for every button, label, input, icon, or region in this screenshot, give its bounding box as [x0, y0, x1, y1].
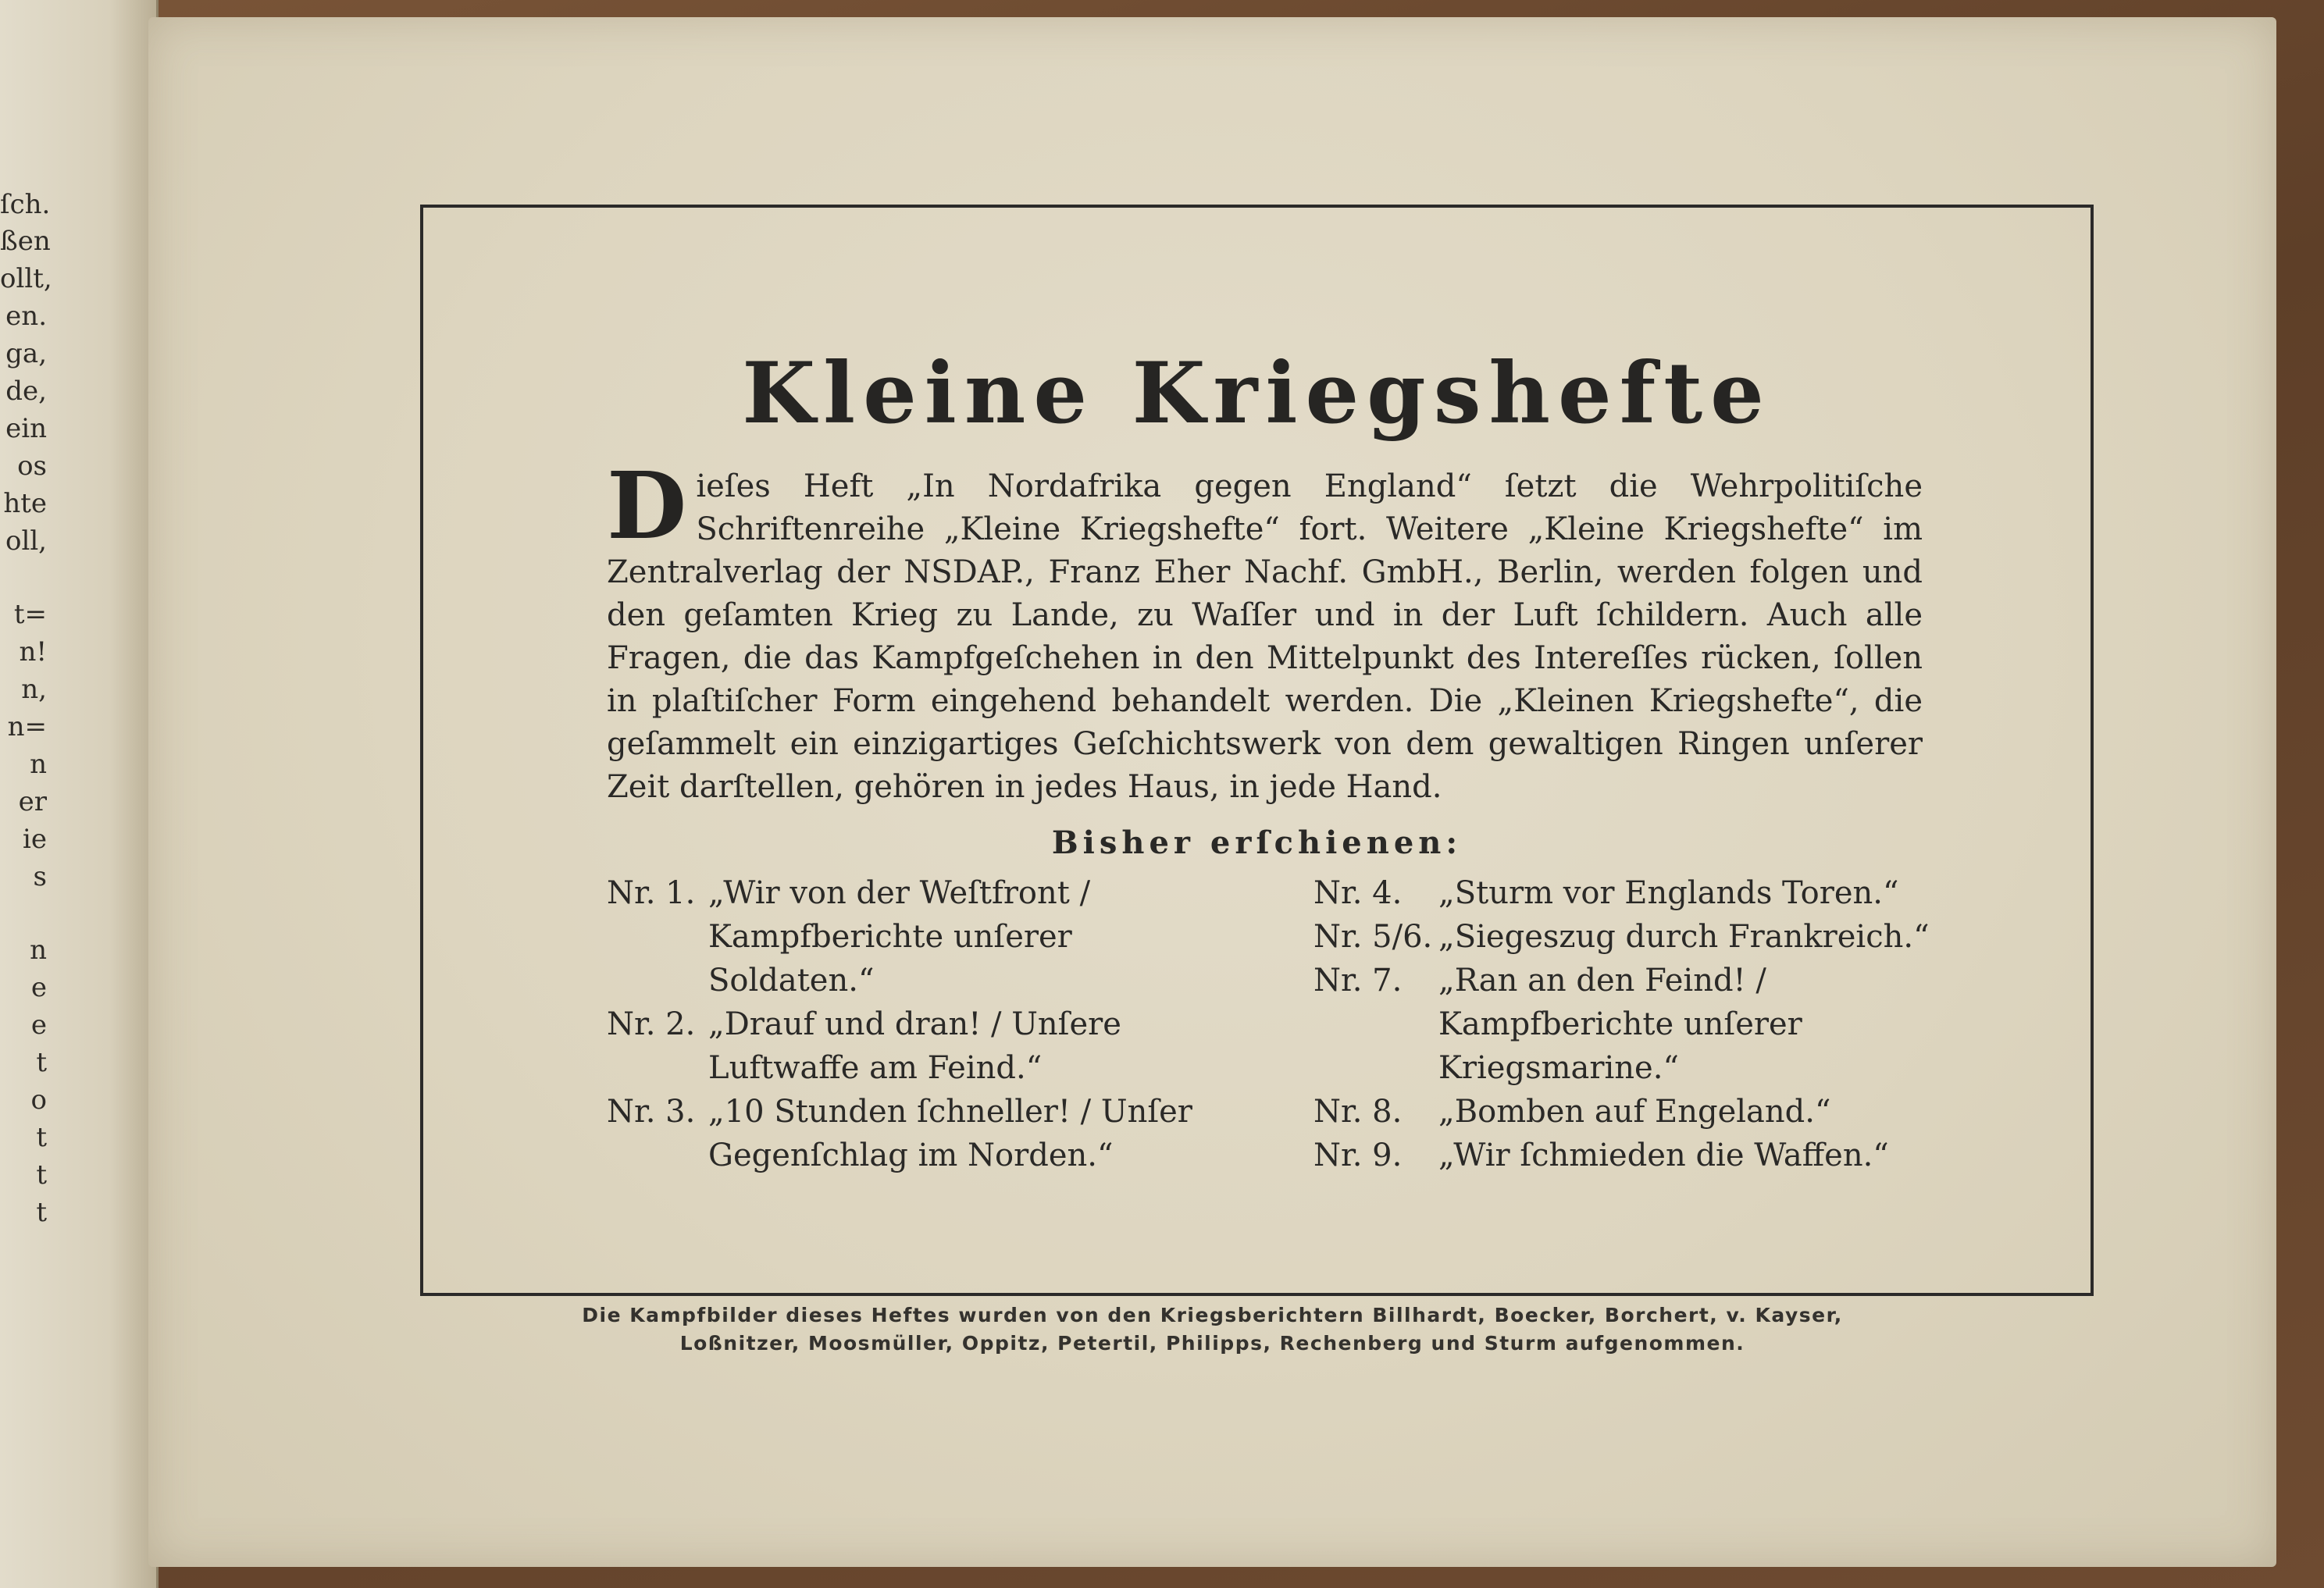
- issue-title: „Sturm vor Englands Toren.“: [1438, 875, 1899, 911]
- issue-number: Nr. 4.: [1313, 875, 1403, 911]
- list-item: [1313, 871, 1930, 915]
- credits-line-1: Die Kampfbilder dieses Heftes wurden von den Kriegsberichtern Billhardt, Boecker, Borchert, v. Kayser,: [582, 1304, 1843, 1326]
- left-page-text: t: [36, 1122, 47, 1153]
- list-item: [1313, 1090, 1930, 1134]
- left-page-text: n: [30, 935, 47, 966]
- left-page-edge: [0, 0, 159, 1588]
- left-page-text: ein: [5, 413, 47, 444]
- issue-number: Nr. 8.: [1313, 1094, 1403, 1130]
- list-item: [1313, 959, 1930, 1090]
- issue-title: „Ran an den Feind! / Kampfberichte unſerer Kriegsmarine.“: [1438, 963, 1802, 1086]
- content-frame: [420, 205, 2094, 1296]
- left-page-text: hte: [3, 488, 47, 519]
- left-page-text: t: [36, 1159, 47, 1191]
- left-page-text: n: [30, 749, 47, 780]
- published-list-heading: Bisher erſchienen:: [1051, 824, 1463, 861]
- list-item: [1313, 915, 1930, 959]
- issue-number: Nr. 9.: [1313, 1138, 1403, 1173]
- issue-title: „Drauf und dran! / Unſere Luftwaffe am Feind.“: [708, 1006, 1121, 1086]
- published-list-right: [1313, 871, 1930, 1177]
- issue-title: „Wir von der Weſtfront / Kampfberichte unſerer Soldaten.“: [708, 875, 1091, 999]
- photo-credits: [148, 1301, 2276, 1358]
- left-page-text: n=: [7, 711, 47, 742]
- list-item: [607, 1090, 1216, 1177]
- list-item: [607, 871, 1216, 1002]
- left-page-text: s: [33, 861, 47, 892]
- issue-title: „Bomben auf Engeland.“: [1438, 1094, 1831, 1130]
- left-page-text: oll,: [5, 525, 47, 557]
- left-page-text: e: [30, 972, 47, 1003]
- issue-title: „Siegeszug durch Frankreich.“: [1438, 919, 1930, 955]
- issue-title: „10 Stunden ſchneller! / Unſer Gegenſchlag im Norden.“: [708, 1094, 1192, 1173]
- list-item: [607, 1002, 1216, 1090]
- issue-number: Nr. 5/6.: [1313, 919, 1433, 955]
- left-page-text: en.: [5, 301, 47, 332]
- left-page-text: e: [30, 1009, 47, 1041]
- left-page-text: ſch.: [0, 189, 51, 220]
- drop-cap: D: [607, 451, 687, 560]
- left-page-text: t: [36, 1047, 47, 1078]
- left-page-text: os: [17, 450, 47, 482]
- published-list-left: [607, 871, 1216, 1177]
- intro-paragraph: [607, 451, 1923, 809]
- left-page-text: ßen: [0, 226, 51, 257]
- left-page-text: de,: [5, 376, 47, 407]
- left-page-text: n,: [21, 674, 47, 705]
- left-page-text: t=: [13, 599, 47, 630]
- list-item: [1313, 1134, 1930, 1177]
- book-page: [148, 17, 2276, 1567]
- left-page-text: t: [36, 1197, 47, 1228]
- issue-number: Nr. 2.: [607, 1006, 696, 1042]
- left-page-text: ie: [23, 824, 47, 855]
- left-page-text: ga,: [5, 338, 47, 369]
- left-page-text: ollt,: [0, 263, 52, 294]
- left-page-text: o: [30, 1084, 47, 1116]
- left-page-text: n!: [19, 636, 47, 668]
- issue-number: Nr. 7.: [1313, 963, 1403, 999]
- page-title: Kleine Kriegshefte: [742, 344, 1772, 443]
- issue-number: Nr. 3.: [607, 1094, 696, 1130]
- issue-title: „Wir ſchmieden die Waffen.“: [1438, 1138, 1889, 1173]
- issue-number: Nr. 1.: [607, 875, 696, 911]
- intro-text: ieſes Heft „In Nordafrika gegen England“ ſetzt die Wehrpolitiſche Schriftenreihe „Kleine Kriegshefte“ fort. Weitere „Kleine Kriegshefte“ im Zentralverlag der NSDAP., Franz Eher Nachf. GmbH., Berlin, werden folgen und den geſamten Krieg zu Lande, zu Waſſer und in der Luft ſchildern. Auch alle Fragen, die das Kampfgeſchehen in den Mittelpunkt des Intereſſes rücken, ſollen in plaſtiſcher Form eingehend behandelt werden. Die „Kleinen Kriegshefte“, die geſammelt ein einzigartiges Geſchichtswerk von dem gewaltigen Ringen unſerer Zeit darſtellen, gehören in jedes Haus, in jede Hand.: [607, 468, 1923, 805]
- credits-line-2: Loßnitzer, Moosmüller, Oppitz, Petertil, Philipps, Rechenberg und Sturm aufgenommen.: [679, 1332, 1745, 1355]
- left-page-text: er: [18, 786, 47, 817]
